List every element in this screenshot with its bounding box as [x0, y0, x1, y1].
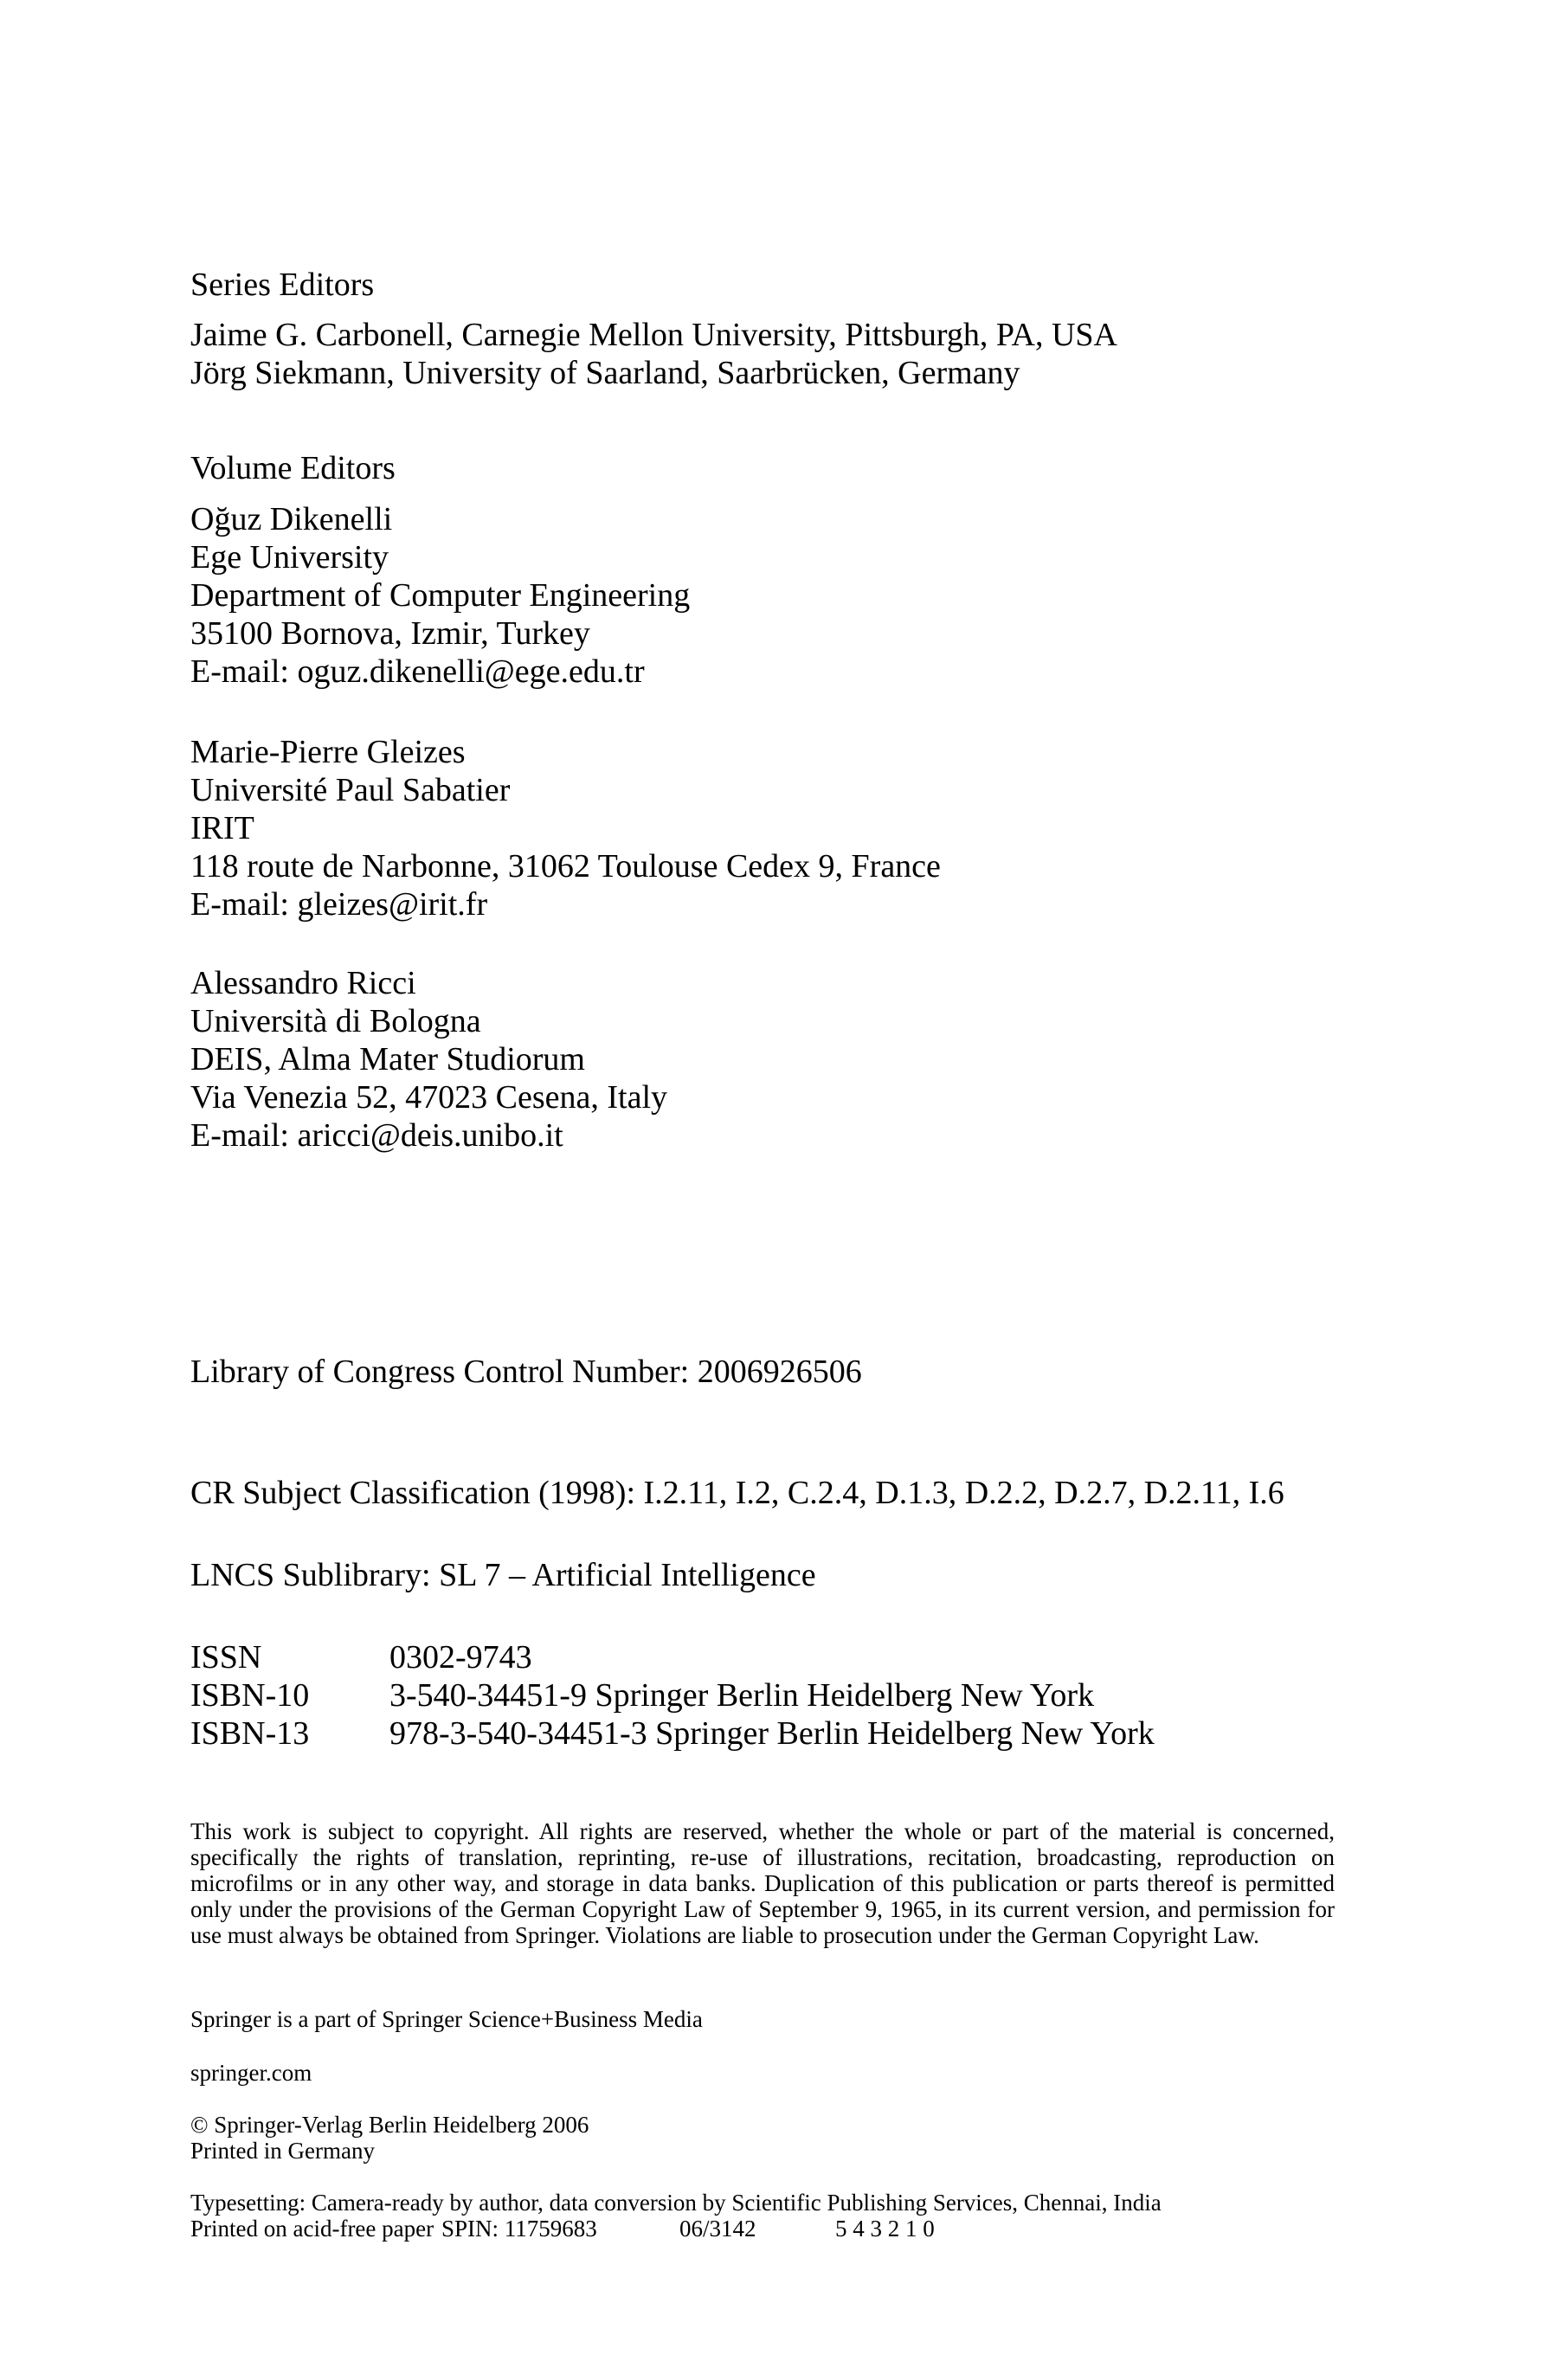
editor-email: E-mail: gleizes@irit.fr [190, 886, 488, 923]
series-editor-line: Jörg Siekmann, University of Saarland, Saarbrücken, Germany [190, 355, 1020, 391]
editor-affiliation-line: 35100 Bornova, Izmir, Turkey [190, 615, 590, 652]
editor-affiliation-line: Via Venezia 52, 47023 Cesena, Italy [190, 1079, 668, 1116]
spin-number: SPIN: 11759683 [441, 2216, 597, 2242]
editor-address-block [190, 964, 1402, 1155]
editor-affiliation-line: Ege University [190, 539, 389, 576]
editor-affiliation-line: DEIS, Alma Mater Studiorum [190, 1041, 585, 1077]
editor-affiliation-line: IRIT [190, 810, 254, 846]
typesetting-line: Typesetting: Camera-ready by author, data conversion by Scientific Publishing Services, Chennai, India [190, 2190, 1162, 2216]
editor-email: E-mail: oguz.dikenelli@ege.edu.tr [190, 653, 645, 690]
editor-affiliation-line: Université Paul Sabatier [190, 772, 511, 808]
editor-address-block [190, 733, 1402, 923]
identifier-label: ISBN-13 [190, 1715, 310, 1752]
editor-affiliation-line: 118 route de Narbonne, 31062 Toulouse Cedex 9, France [190, 848, 941, 884]
editor-name: Alessandro Ricci [190, 965, 416, 1001]
copyright-notice: This work is subject to copyright. All rights are reserved, whether the whole or part of the material is concerned, specifically the rights of translation, reprinting, re-use of illustrations, recitation, broadcasting, reproduction on microfilms or in any other way, and storage in data banks. Duplication of this publication or parts thereof is permitted only under the provisions of the German Copyright Law of September 9, 1965, in its current version, and permission for use must always be obtained from Springer. Violations are liable to prosecution under the German Copyright Law. [190, 1818, 1335, 1948]
print-run: 5 4 3 2 1 0 [835, 2216, 935, 2242]
paper-info: Printed on acid-free paper [190, 2216, 434, 2242]
isbn13-row [190, 1714, 1402, 1753]
series-editors-heading: Series Editors [190, 267, 375, 303]
copyright-line: © Springer-Verlag Berlin Heidelberg 2006 [190, 2112, 589, 2138]
springer-part-line: Springer is a part of Springer Science+Business Media [190, 2006, 703, 2032]
identifier-value: 0302-9743 [389, 1639, 532, 1676]
lccn-line: Library of Congress Control Number: 2006926506 [190, 1354, 862, 1390]
cr-classification-line: CR Subject Classification (1998): I.2.11, I.2, C.2.4, D.1.3, D.2.2, D.2.7, D.2.11, I.6 [190, 1475, 1284, 1511]
issn-row [190, 1638, 1402, 1676]
copyright-block [190, 2112, 1402, 2164]
springer-site-line: springer.com [190, 2060, 312, 2086]
identifier-label: ISBN-10 [190, 1677, 310, 1714]
sublibrary-line: LNCS Sublibrary: SL 7 – Artificial Intelligence [190, 1557, 816, 1593]
identifier-value: 978-3-540-34451-3 Springer Berlin Heidelberg New York [389, 1715, 1155, 1752]
identifier-value: 3-540-34451-9 Springer Berlin Heidelberg New York [389, 1677, 1095, 1714]
volume-editors-heading: Volume Editors [190, 450, 396, 486]
editor-name: Oğuz Dikenelli [190, 501, 393, 537]
editor-email: E-mail: aricci@deis.unibo.it [190, 1117, 563, 1154]
volume-editors-section [190, 449, 1402, 499]
identifiers-table [190, 1638, 1402, 1753]
printed-in-line: Printed in Germany [190, 2138, 375, 2164]
series-editor-line: Jaime G. Carbonell, Carnegie Mellon University, Pittsburgh, PA, USA [190, 317, 1117, 353]
isbn10-row [190, 1676, 1402, 1714]
print-code: 06/3142 [679, 2216, 756, 2242]
editor-affiliation-line: Università di Bologna [190, 1003, 481, 1039]
editor-name: Marie-Pierre Gleizes [190, 734, 466, 770]
series-editors-section [190, 266, 1402, 392]
editor-address-block [190, 500, 1402, 691]
typesetting-block [190, 2190, 1335, 2242]
print-info-row [190, 2216, 1335, 2242]
editor-affiliation-line: Department of Computer Engineering [190, 577, 691, 614]
identifier-label: ISSN [190, 1639, 262, 1676]
